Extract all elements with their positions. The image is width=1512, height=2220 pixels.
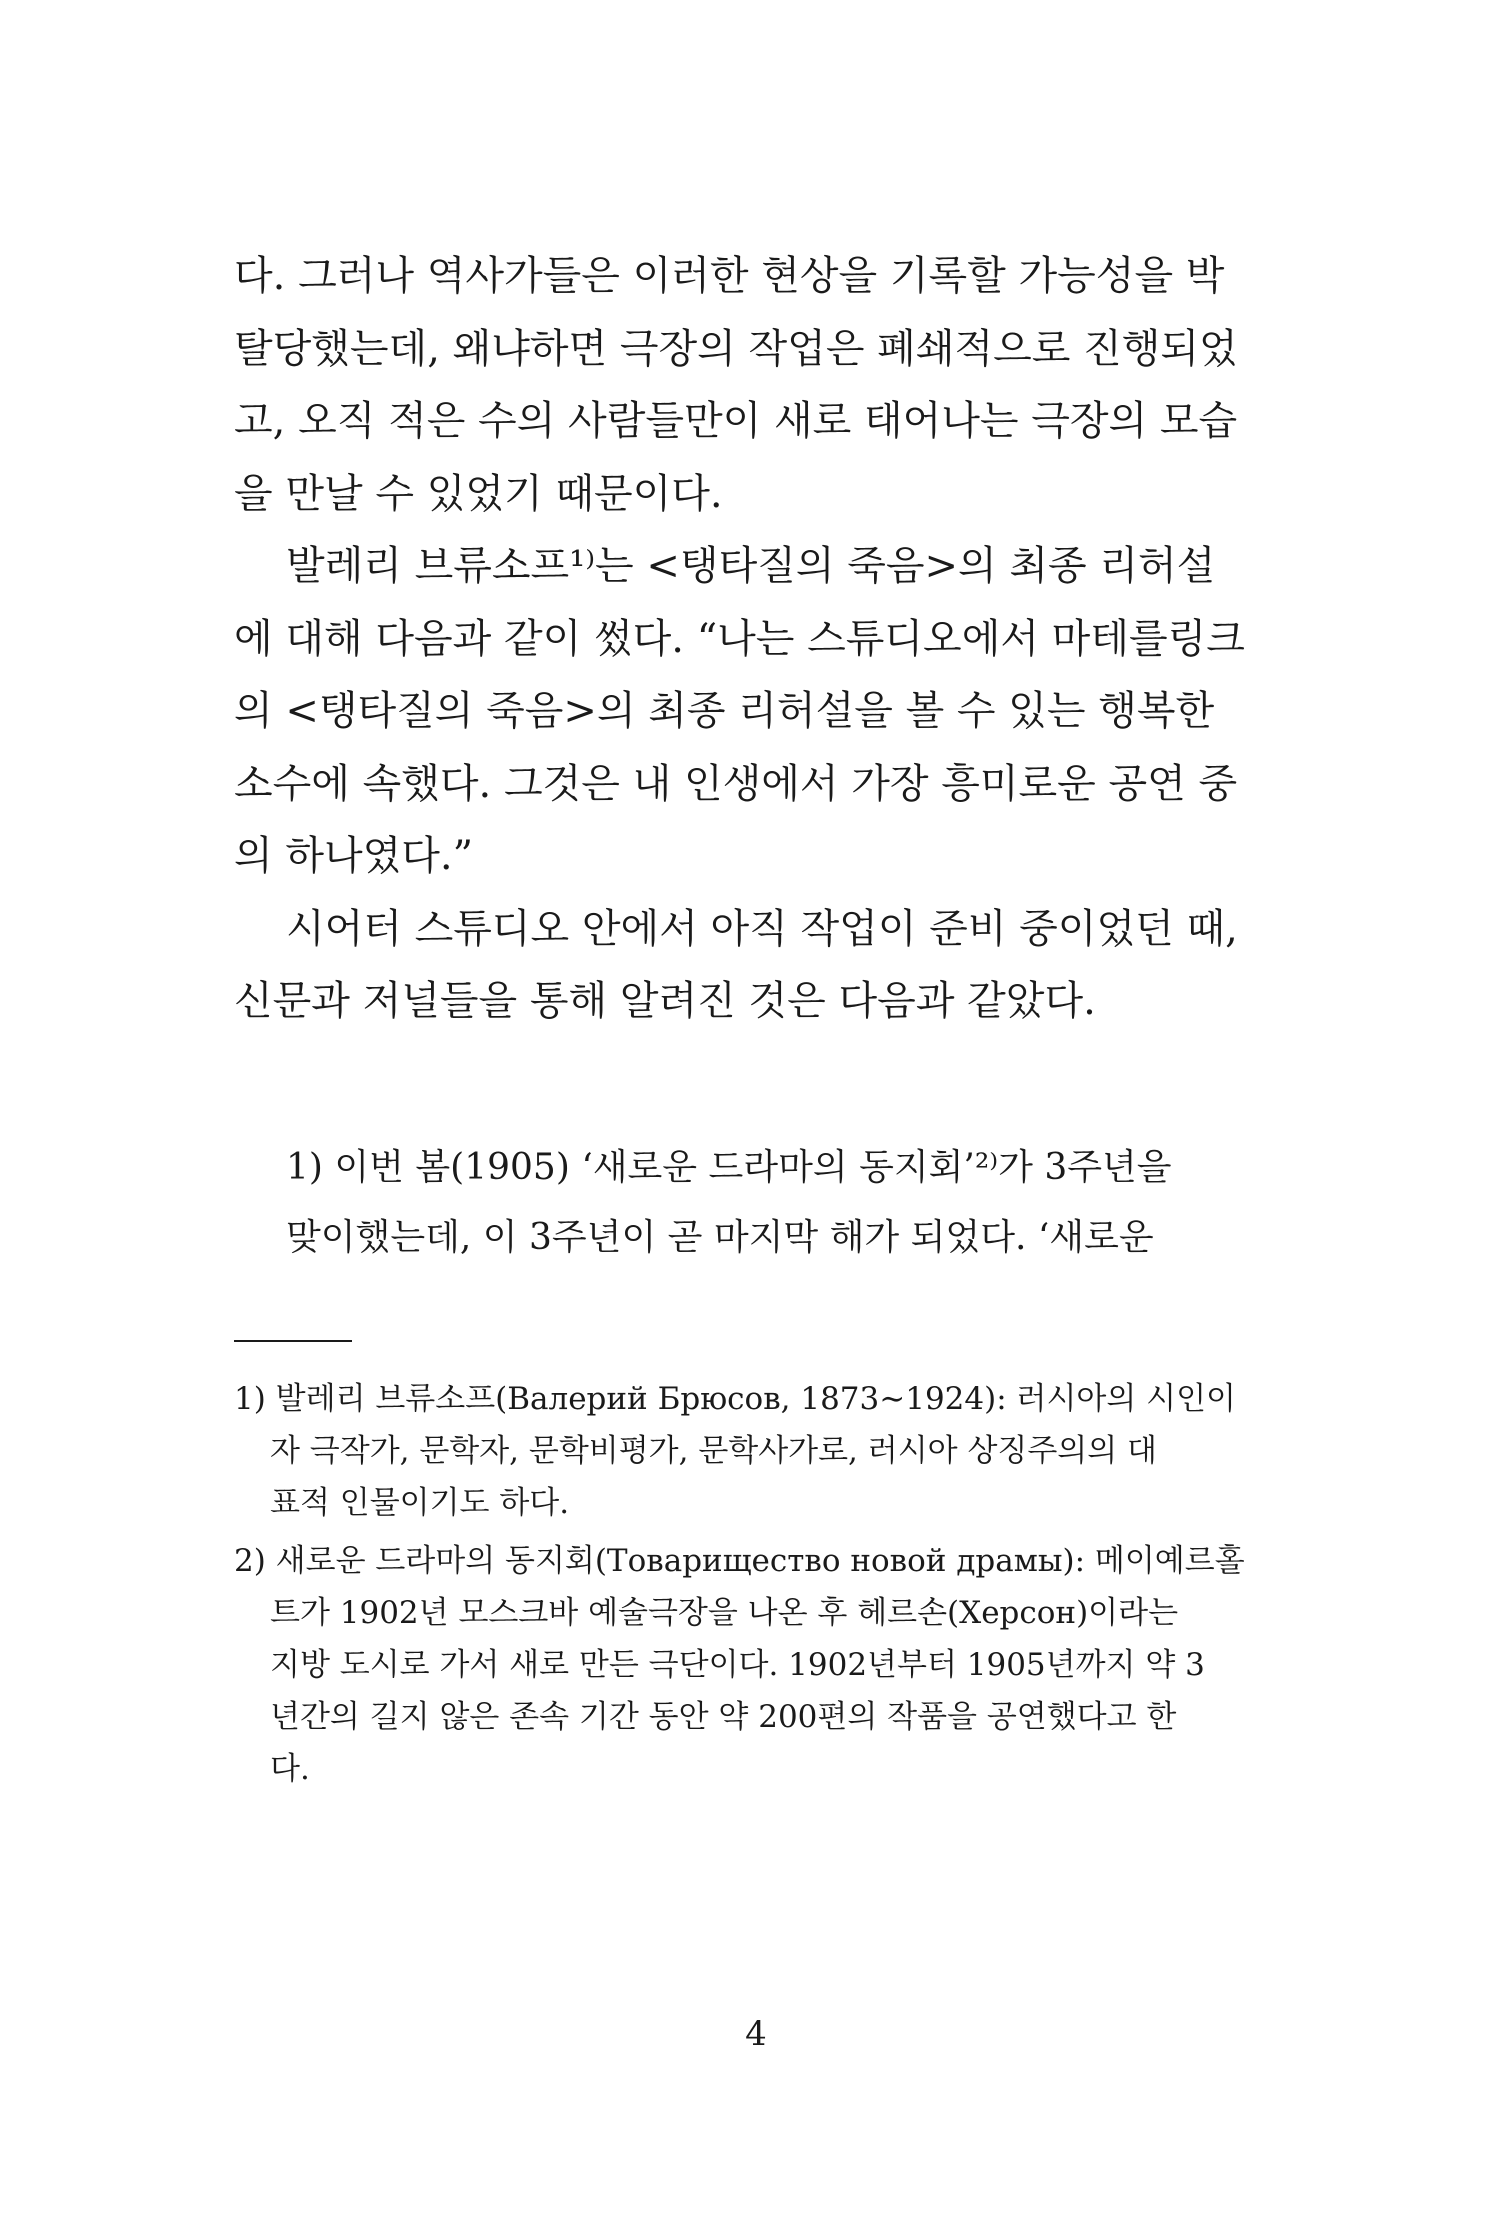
block-quote — [286, 1133, 1286, 1273]
body-line: 의 <탱타질의 죽음>의 최종 리허설을 볼 수 있는 행복한 — [234, 688, 1215, 734]
footnote-separator — [234, 1340, 352, 1342]
body-line: 소수에 속했다. 그것은 내 인생에서 가장 흥미로운 공연 중 — [234, 760, 1238, 807]
body-line: 에 대해 다음과 같이 썼다. “나는 스튜디오에서 마테를링크 — [234, 615, 1245, 662]
body-line: 다. 그러나 역사가들은 이러한 현상을 기록할 가능성을 박 — [234, 253, 1225, 299]
footnote-line: 1) 발레리 브류소프(Валерий Брюсов, 1873∼1924): 러시아의 시인이 — [234, 1381, 1236, 1417]
page-number: 4 — [745, 2014, 767, 2054]
footnote-2 — [234, 1535, 1294, 1795]
body-line: 탈당했는데, 왜냐하면 극장의 작업은 폐쇄적으로 진행되었 — [234, 325, 1238, 372]
footnotes — [234, 1373, 1294, 1801]
footnote-line: 자 극작가, 문학자, 문학비평가, 문학사가로, 러시아 상징주의의 대 — [270, 1433, 1157, 1469]
quote-line: 1) 이번 봄(1905) ‘새로운 드라마의 동지회’²⁾가 3주년을 — [286, 1147, 1172, 1188]
footnote-line: 년간의 길지 않은 존속 기간 동안 약 200편의 작품을 공연했다고 한 — [270, 1699, 1177, 1735]
footnote-line: 표적 인물이기도 하다. — [270, 1485, 570, 1521]
body-line: 의 하나였다.” — [234, 833, 474, 879]
footnote-line: 트가 1902년 모스크바 예술극장을 나온 후 헤르손(Херсон)이라는 — [270, 1595, 1179, 1631]
body-line: 신문과 저널들을 통해 알려진 것은 다음과 같았다. — [234, 978, 1096, 1024]
body-line: 을 만날 수 있었기 때문이다. — [234, 470, 723, 517]
body-line: 발레리 브류소프¹⁾는 <탱타질의 죽음>의 최종 리허설 — [286, 543, 1216, 589]
main-body-text — [234, 240, 1284, 1038]
body-line: 고, 오직 적은 수의 사람들만이 새로 태어나는 극장의 모습 — [234, 398, 1238, 444]
footnote-line: 다. — [270, 1751, 310, 1787]
body-line: 시어터 스튜디오 안에서 아직 작업이 준비 중이었던 때, — [286, 905, 1238, 952]
footnote-1 — [234, 1373, 1294, 1529]
footnote-line: 2) 새로운 드라마의 동지회(Товарищество новой драмы): 메이예르홀 — [234, 1543, 1245, 1579]
footnote-line: 지방 도시로 가서 새로 만든 극단이다. 1902년부터 1905년까지 약 3 — [270, 1647, 1205, 1683]
quote-line: 맞이했는데, 이 3주년이 곧 마지막 해가 되었다. ‘새로운 — [286, 1217, 1154, 1258]
